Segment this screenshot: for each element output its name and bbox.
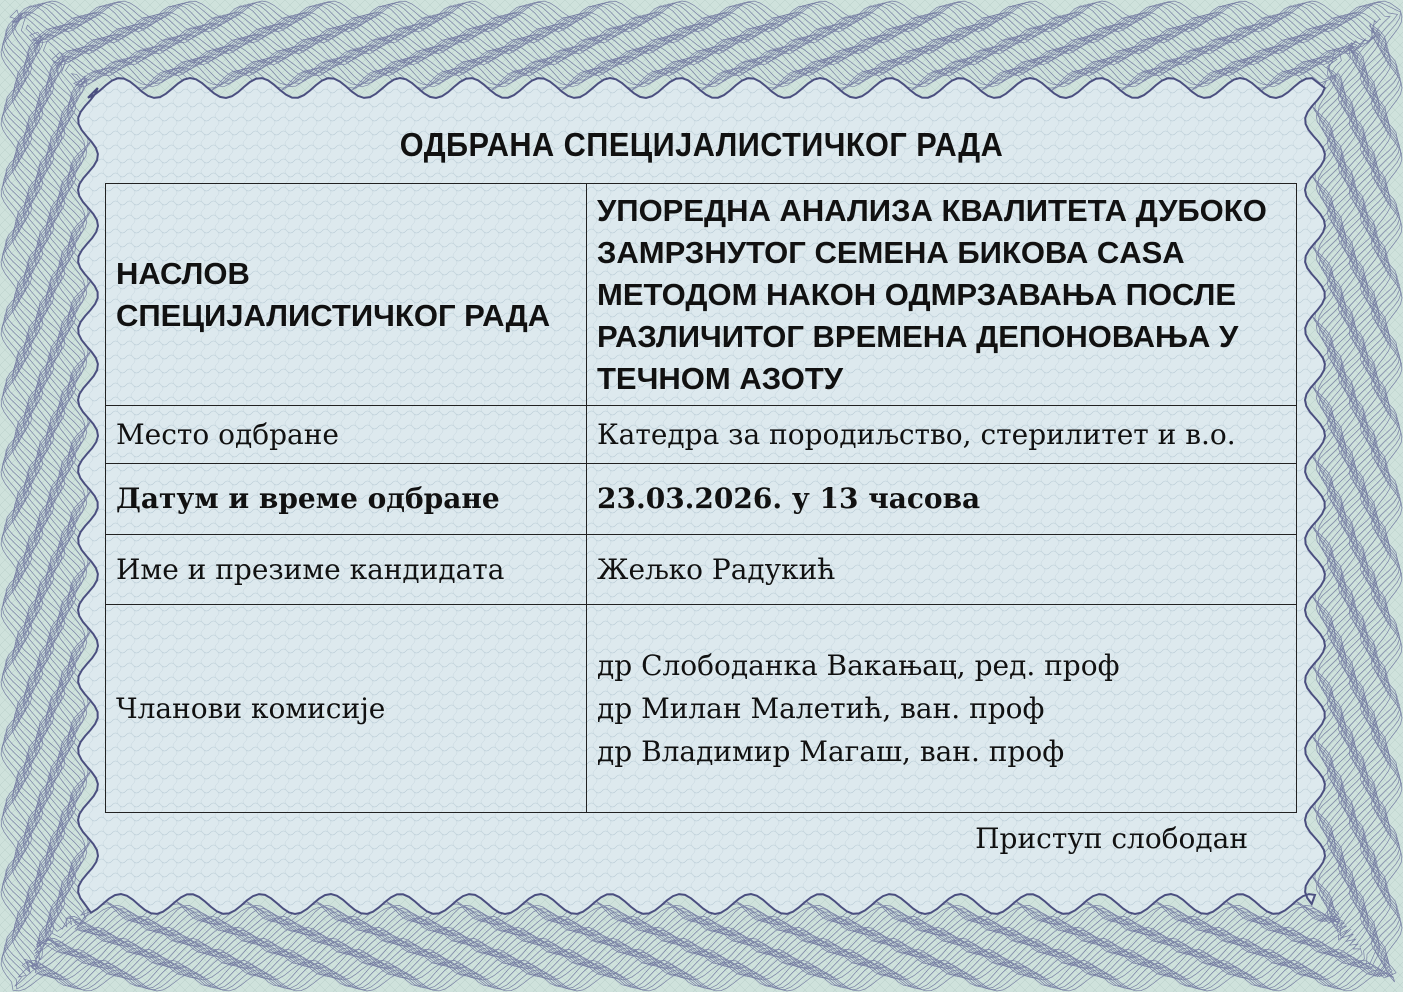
- place-label: Место одбране: [106, 406, 587, 464]
- thesis-value-cell: [587, 184, 1297, 406]
- thesis-label: НАСЛОВ СПЕЦИЈАЛИСТИЧКОГ РАДА: [116, 255, 551, 333]
- candidate-label: Име и презиме кандидата: [106, 535, 587, 605]
- table-row: [106, 464, 1297, 535]
- thesis-title: УПОРЕДНА АНАЛИЗА КВАЛИТЕТА ДУБОКО ЗАМРЗНУТОГ СЕМЕНА БИКОВА CASA МЕТОДОМ НАКОН ОДМРЗАВАЊА ПОСЛЕ РАЗЛИЧИТОГ ВРЕМЕНА ДЕПОНОВАЊА У ТЕЧНОМ АЗОТУ: [597, 192, 1267, 396]
- table-row: [106, 406, 1297, 464]
- page-title: ОДБРАНА СПЕЦИЈАЛИСТИЧКОГ РАДА: [399, 126, 1004, 163]
- table-row: [106, 605, 1297, 813]
- committee-member: др Слободанка Вакањац, ред. проф: [597, 649, 1120, 682]
- table-row: [106, 535, 1297, 605]
- datetime-label: Датум и време одбране: [106, 464, 587, 535]
- defense-info-table: [105, 183, 1297, 813]
- committee-member: др Милан Малетић, ван. проф: [597, 692, 1045, 725]
- candidate-value: Жељко Радукић: [587, 535, 1297, 605]
- committee-members: [587, 605, 1297, 813]
- thesis-label-cell: [106, 184, 587, 406]
- place-value: Катедра за породиљство, стерилитет и в.о.: [587, 406, 1297, 464]
- committee-label: Чланови комисије: [106, 605, 587, 813]
- datetime-value: 23.03.2026. у 13 часова: [587, 464, 1297, 535]
- table-row: [106, 184, 1297, 406]
- access-note: Приступ слободан: [975, 822, 1248, 855]
- committee-member: др Владимир Магаш, ван. проф: [597, 735, 1065, 768]
